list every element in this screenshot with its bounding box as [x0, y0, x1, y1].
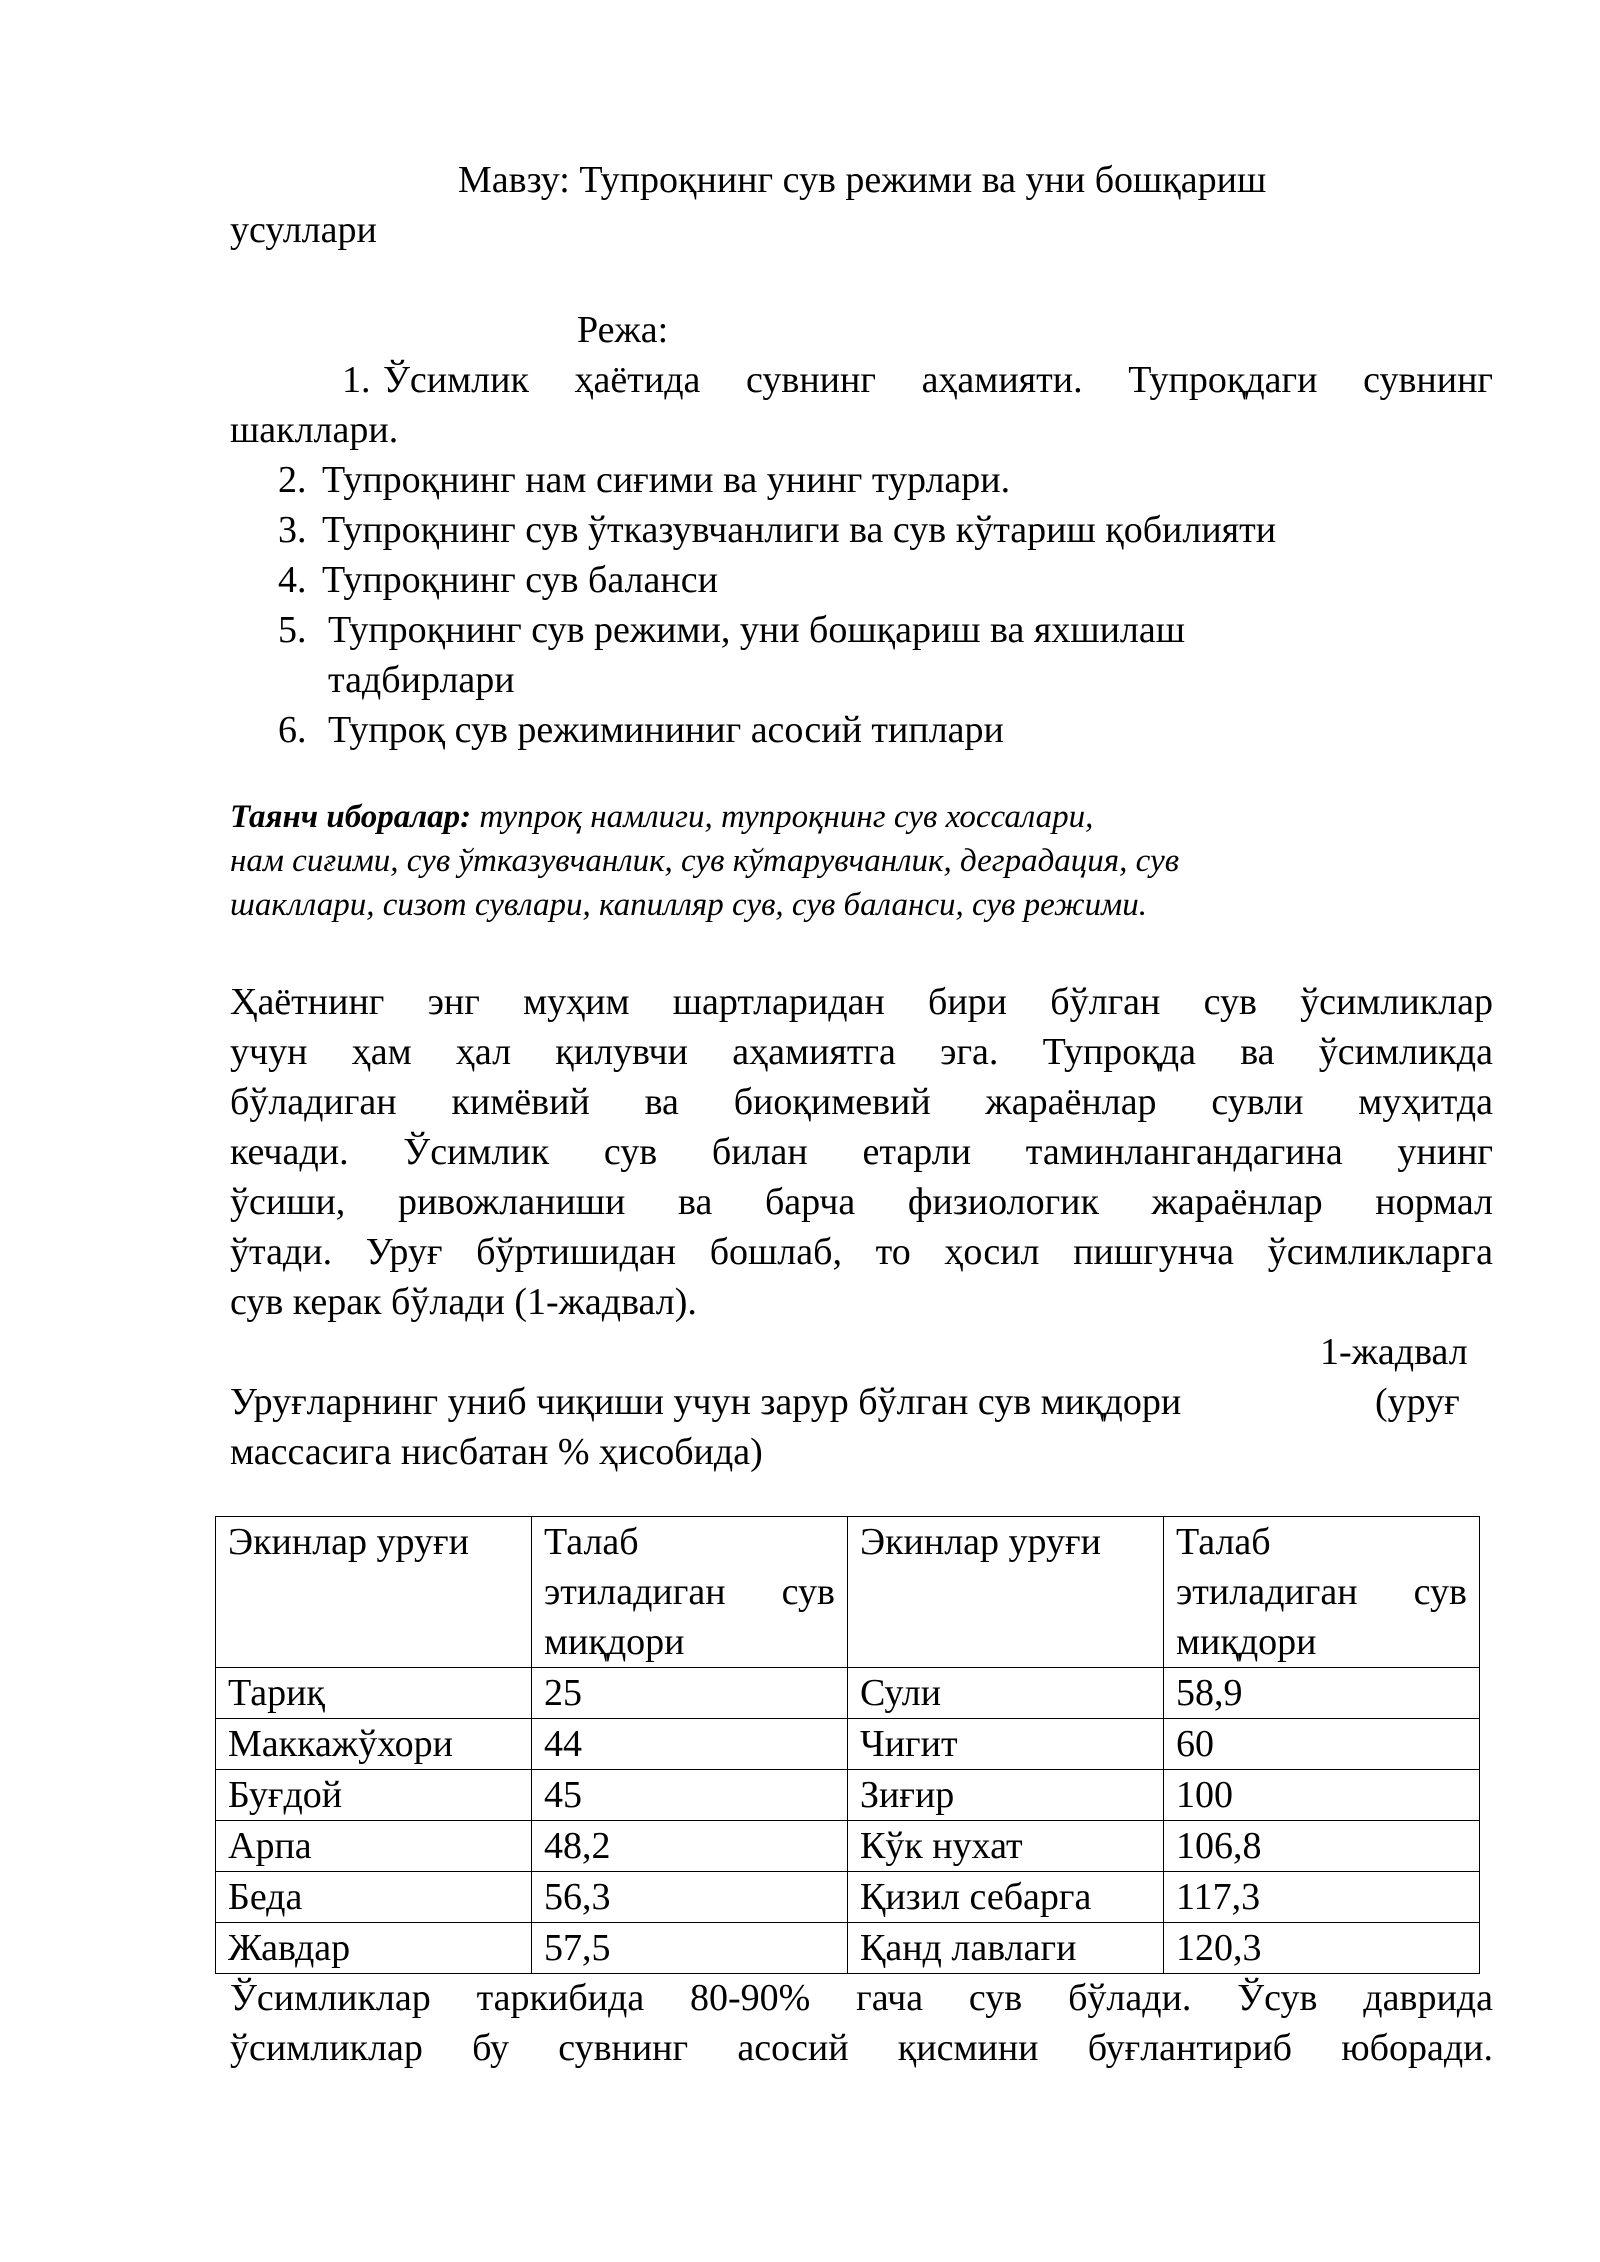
keywords-label: Таянч иборалар:: [230, 799, 472, 835]
crop-name: Сули: [848, 1668, 1164, 1719]
plan-item-text-continued: шакллари.: [230, 409, 399, 451]
paragraph-water-content: [230, 1973, 1493, 2073]
plan-item-number: 4.: [278, 559, 307, 601]
plan-item-text: Тупроқнинг нам сиғими ва унинг турлари.: [322, 459, 1011, 501]
table-row: [216, 1821, 1480, 1872]
plan-heading: Режа:: [577, 309, 669, 351]
crop-name: Тариқ: [216, 1668, 532, 1719]
paragraph-line: ўсиши, ривожланиши ва барча физиологик жараёнлар нормал: [230, 1181, 1493, 1223]
water-value: 100: [1164, 1770, 1480, 1821]
paragraph-line: учун ҳам ҳал қилувчи аҳамиятга эга. Тупроқда ва ўсимликда: [230, 1031, 1493, 1073]
water-value: 120,3: [1164, 1923, 1480, 1974]
seed-water-table: [215, 1516, 1480, 1974]
water-value: 57,5: [532, 1923, 848, 1974]
water-value: 45: [532, 1770, 848, 1821]
water-value: 58,9: [1164, 1668, 1480, 1719]
crop-name: Жавдар: [216, 1923, 532, 1974]
paragraph-intro: [230, 977, 1493, 1277]
paragraph-line: ўтади. Уруғ бўртишидан бошлаб, то ҳосил пишгунча ўсимликларга: [230, 1231, 1493, 1273]
crop-name: Беда: [216, 1872, 532, 1923]
plan-item-text: Тупроқ сув режимининиг асосий типлари: [328, 709, 1004, 751]
plan-item-text: Тупроқнинг сув режими, уни бошқариш ва яхшилаш: [328, 609, 1186, 651]
plan-item-text-continued: тадбирлари: [328, 659, 515, 701]
table-caption-line-1-end: (уруғ: [1375, 1381, 1460, 1423]
table-row: [216, 1872, 1480, 1923]
header-required-water: Талаб этиладиган сув миқдори: [1164, 1517, 1480, 1668]
plan-item-number: 5.: [278, 609, 307, 651]
water-value: 106,8: [1164, 1821, 1480, 1872]
plan-item-number: 1.: [342, 359, 371, 401]
water-value: 25: [532, 1668, 848, 1719]
paragraph-line: ўсимликлар бу сувнинг асосий қисмини буғлантириб юборади.: [230, 2027, 1493, 2069]
keywords-text: шакллари, сизот сувлари, капилляр сув, сув баланси, сув режими.: [230, 887, 1147, 923]
plan-item-number: 2.: [278, 459, 307, 501]
table-caption-line-2: массасига нисбатан % ҳисобида): [230, 1431, 763, 1473]
paragraph-line: бўладиган кимёвий ва биоқимевий жараёнлар сувли муҳитда: [230, 1081, 1493, 1123]
plan-item-text: Тупроқнинг сув ўтказувчанлиги ва сув кўтариш қобилияти: [322, 509, 1277, 551]
paragraph-line-last: сув керак бўлади (1-жадвал).: [230, 1281, 697, 1323]
table-row: [216, 1923, 1480, 1974]
water-value: 48,2: [532, 1821, 848, 1872]
crop-name: Чигит: [848, 1719, 1164, 1770]
water-value: 44: [532, 1719, 848, 1770]
paragraph-line: Ўсимликлар таркибида 80-90% гача сув бўлади. Ўсув даврида: [230, 1977, 1493, 2019]
crop-name: Маккажўхори: [216, 1719, 532, 1770]
crop-name: Буғдой: [216, 1770, 532, 1821]
keywords-block: [230, 795, 1179, 927]
table-row: [216, 1770, 1480, 1821]
header-required-water: Талаб этиладиган сув миқдори: [532, 1517, 848, 1668]
crop-name: Қизил себарга: [848, 1872, 1164, 1923]
paragraph-line: кечади. Ўсимлик сув билан етарли таминлангандагина унинг: [230, 1131, 1493, 1173]
title-line-2: усуллари: [230, 209, 377, 251]
title-line-1: Мавзу: Тупроқнинг сув режими ва уни бошқариш: [458, 159, 1267, 201]
header-crop-seed: Экинлар уруғи: [848, 1517, 1164, 1668]
plan-item-text: Ўсимлик ҳаётида сувнинг аҳамияти. Тупроқдаги сувнинг: [383, 359, 1493, 401]
table-number-label: 1-жадвал: [1320, 1331, 1468, 1373]
keywords-text: тупроқ намлиги, тупроқнинг сув хоссалари,: [471, 799, 1094, 835]
plan-item-text: Тупроқнинг сув баланси: [322, 559, 718, 601]
water-value: 60: [1164, 1719, 1480, 1770]
crop-name: Арпа: [216, 1821, 532, 1872]
paragraph-line: Ҳаётнинг энг муҳим шартларидан бири бўлган сув ўсимликлар: [230, 981, 1493, 1023]
crop-name: Зиғир: [848, 1770, 1164, 1821]
crop-name: Кўк нухат: [848, 1821, 1164, 1872]
table-row: [216, 1719, 1480, 1770]
table-row: [216, 1668, 1480, 1719]
water-value: 56,3: [532, 1872, 848, 1923]
keywords-text: нам сиғими, сув ўтказувчанлик, сув кўтарувчанлик, деградация, сув: [230, 843, 1180, 879]
water-value: 117,3: [1164, 1872, 1480, 1923]
plan-item-number: 3.: [278, 509, 307, 551]
table-header-row: [216, 1517, 1480, 1668]
plan-item-number: 6.: [278, 709, 307, 751]
header-crop-seed: Экинлар уруғи: [216, 1517, 532, 1668]
crop-name: Қанд лавлаги: [848, 1923, 1164, 1974]
table-caption-line-1: Уруғларнинг униб чиқиши учун зарур бўлган сув миқдори: [230, 1381, 1182, 1423]
